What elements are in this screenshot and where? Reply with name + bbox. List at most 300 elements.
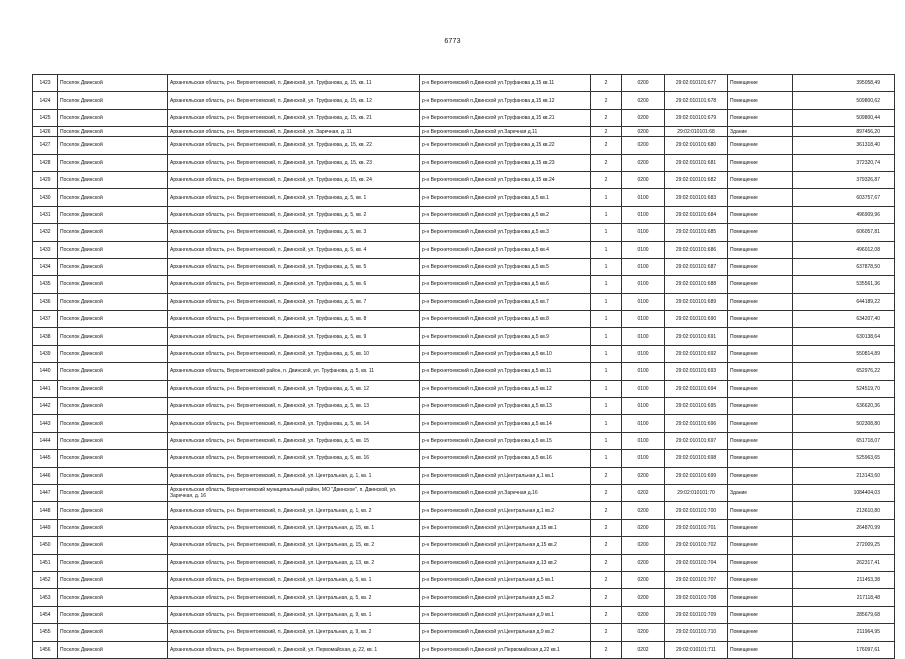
row-number: 1452 [33,571,58,588]
short-address: р-н Верхнетоемский п.Двинской ул.Центральная д.5 кв.1 [420,571,591,588]
type-code: 0200 [622,92,665,109]
cadastral-number: 29:02:010101:686 [665,241,728,258]
short-address: р-н Верхнетоемский п.Двинской ул.Труфанова д.15 кв.22 [420,137,591,154]
settlement-name: Поселок Двинской [58,92,168,109]
cadastral-value: 525963,65 [793,450,895,467]
cadastral-value: 634207,40 [793,311,895,328]
short-address: р-н Верхнетоемский п.Двинской ул.Труфанова д.5 кв.9 [420,328,591,345]
object-type: Здание [728,127,793,137]
short-address: р-н Верхнетоемский п.Двинской ул.Труфанова д.15 кв.11 [420,75,591,92]
object-type: Помещение [728,241,793,258]
full-address: Архангельская область, р-н. Верхнетоемский, п. Двинской, ул. Труфанова, д. 5, кв. 5 [168,258,420,275]
object-type: Помещение [728,363,793,380]
type-code: 0200 [622,606,665,623]
group-code: 1 [591,363,622,380]
full-address: Архангельская область, р-н. Верхнетоемский, п. Двинской, ул. Центральная, д. 15, кв. 1 [168,519,420,536]
type-code: 0100 [622,415,665,432]
object-type: Помещение [728,554,793,571]
settlement-name: Поселок Двинской [58,311,168,328]
group-code: 1 [591,189,622,206]
full-address: Архангельская область, р-н. Верхнетоемский, п. Двинской, ул. Центральная, д. 15, кв. 2 [168,537,420,554]
object-type: Помещение [728,189,793,206]
type-code: 0100 [622,276,665,293]
settlement-name: Поселок Двинской [58,432,168,449]
settlement-name: Поселок Двинской [58,537,168,554]
settlement-name: Поселок Двинской [58,206,168,223]
full-address: Архангельская область, р-н. Верхнетоемский, п. Двинской, ул. Труфанова, д. 5, кв. 6 [168,276,420,293]
table-row [33,311,895,328]
cadastral-number: 29:02:010101:692 [665,345,728,362]
short-address: р-н Верхнетоемский п.Двинской ул.Центральная д.1 кв.2 [420,502,591,519]
group-code: 1 [591,398,622,415]
group-code: 2 [591,92,622,109]
settlement-name: Поселок Двинской [58,258,168,275]
short-address: р-н Верхнетоемский п.Двинской ул.Труфанова д.5 кв.12 [420,380,591,397]
settlement-name: Поселок Двинской [58,641,168,658]
cadastral-value: 176097,61 [793,641,895,658]
object-type: Помещение [728,92,793,109]
short-address: р-н Верхнетоемский п.Двинской ул.Центральная д.15 кв.1 [420,519,591,536]
cadastral-number: 29:02:010101:677 [665,75,728,92]
cadastral-number: 29:02:010101:689 [665,293,728,310]
full-address: Архангельская область, р-н. Верхнетоемский, п. Двинской, ул. Центральная, д. 1, кв. 1 [168,467,420,484]
type-code: 0200 [622,502,665,519]
cadastral-number: 29:02:010101:691 [665,328,728,345]
cadastral-value: 535561,36 [793,276,895,293]
object-type: Помещение [728,641,793,658]
short-address: р-н Верхнетоемский п.Двинской ул.Труфанова д.5 кв.11 [420,363,591,380]
object-type: Помещение [728,109,793,126]
type-code: 0200 [622,589,665,606]
type-code: 0200 [622,554,665,571]
group-code: 2 [591,537,622,554]
row-number: 1431 [33,206,58,223]
row-number: 1428 [33,154,58,171]
settlement-name: Поселок Двинской [58,398,168,415]
settlement-name: Поселок Двинской [58,109,168,126]
settlement-name: Поселок Двинской [58,502,168,519]
short-address: р-н Верхнетоемский п.Двинской ул.Труфанова д.5 кв.10 [420,345,591,362]
group-code: 1 [591,311,622,328]
short-address: р-н Верхнетоемский п.Двинской ул.Труфанова д.15 кв.24 [420,171,591,188]
registry-table-body [33,75,895,659]
type-code: 0100 [622,258,665,275]
cadastral-value: 897456,20 [793,127,895,137]
group-code: 1 [591,258,622,275]
settlement-name: Поселок Двинской [58,75,168,92]
table-row [33,92,895,109]
object-type: Помещение [728,519,793,536]
full-address: Архангельская область, Верхнетоемский район, п. Двинской, ул. Труфанова, д. 5, кв. 11 [168,363,420,380]
cadastral-number: 29:02:010101:700 [665,502,728,519]
cadastral-value: 211964,95 [793,624,895,641]
object-type: Помещение [728,606,793,623]
object-type: Помещение [728,571,793,588]
type-code: 0200 [622,519,665,536]
object-type: Помещение [728,293,793,310]
group-code: 2 [591,641,622,658]
table-row [33,328,895,345]
table-row [33,276,895,293]
cadastral-value: 636620,36 [793,398,895,415]
cadastral-value: 603757,67 [793,189,895,206]
object-type: Помещение [728,171,793,188]
settlement-name: Поселок Двинской [58,137,168,154]
type-code: 0100 [622,311,665,328]
settlement-name: Поселок Двинской [58,224,168,241]
row-number: 1454 [33,606,58,623]
cadastral-value: 496012,08 [793,241,895,258]
full-address: Архангельская область, р-н. Верхнетоемский, п. Двинской, ул. Труфанова, д. 5, кв. 2 [168,206,420,223]
cadastral-number: 29:02:010101:681 [665,154,728,171]
type-code: 0200 [622,171,665,188]
full-address: Архангельская область, р-н. Верхнетоемский, п. Двинской, ул. Труфанова, д. 5, кв. 4 [168,241,420,258]
group-code: 1 [591,206,622,223]
table-row [33,189,895,206]
cadastral-number: 29:02:010101:710 [665,624,728,641]
settlement-name: Поселок Двинской [58,571,168,588]
cadastral-value: 630138,64 [793,328,895,345]
type-code: 0100 [622,363,665,380]
cadastral-value: 379326,87 [793,171,895,188]
cadastral-number: 29:02:010101:694 [665,380,728,397]
type-code: 0200 [622,154,665,171]
table-row [33,467,895,484]
cadastral-number: 29:02:010101:699 [665,467,728,484]
settlement-name: Поселок Двинской [58,589,168,606]
short-address: р-н Верхнетоемский п.Двинской ул.Труфанова д.5 кв.3 [420,224,591,241]
table-row [33,258,895,275]
full-address: Архангельская область, р-н. Верхнетоемский, п. Двинской, ул. Труфанова, д. 5, кв. 16 [168,450,420,467]
row-number: 1441 [33,380,58,397]
group-code: 2 [591,519,622,536]
object-type: Помещение [728,450,793,467]
row-number: 1456 [33,641,58,658]
object-type: Помещение [728,224,793,241]
table-row [33,398,895,415]
cadastral-value: 395058,49 [793,75,895,92]
table-row [33,537,895,554]
cadastral-value: 372320,74 [793,154,895,171]
settlement-name: Поселок Двинской [58,554,168,571]
object-type: Помещение [728,75,793,92]
cadastral-number: 29:02:010101:709 [665,606,728,623]
type-code: 0200 [622,109,665,126]
cadastral-number: 29:02:010101:693 [665,363,728,380]
table-row [33,606,895,623]
table-row [33,293,895,310]
row-number: 1447 [33,484,58,501]
cadastral-number: 29:02:010101:684 [665,206,728,223]
full-address: Архангельская область, р-н. Верхнетоемский, п. Двинской, ул. Центральная, д. 9, кв. 1 [168,606,420,623]
type-code: 0100 [622,450,665,467]
cadastral-number: 29:02:010101:678 [665,92,728,109]
cadastral-value: 262317,41 [793,554,895,571]
group-code: 2 [591,589,622,606]
row-number: 1442 [33,398,58,415]
row-number: 1448 [33,502,58,519]
cadastral-value: 524519,70 [793,380,895,397]
cadastral-number: 29:02:010101:697 [665,432,728,449]
settlement-name: Поселок Двинской [58,415,168,432]
group-code: 1 [591,345,622,362]
cadastral-number: 29:02:010101:685 [665,224,728,241]
row-number: 1424 [33,92,58,109]
short-address: р-н Верхнетоемский п.Двинской ул.Труфанова д.5 кв.5 [420,258,591,275]
type-code: 0100 [622,206,665,223]
settlement-name: Поселок Двинской [58,484,168,501]
cadastral-number: 29:02:010101:695 [665,398,728,415]
short-address: р-н Верхнетоемский п.Двинской ул.Труфанова д.15 кв.12 [420,92,591,109]
cadastral-number: 29:02:010101:682 [665,171,728,188]
short-address: р-н Верхнетоемский п.Двинской ул.Труфанова д.5 кв.8 [420,311,591,328]
cadastral-number: 29:02:010101:68 [665,127,728,137]
short-address: р-н Верхнетоемский п.Двинской ул.Центральная д.5 кв.2 [420,589,591,606]
object-type: Помещение [728,380,793,397]
cadastral-value: 285679,68 [793,606,895,623]
object-type: Помещение [728,467,793,484]
full-address: Архангельская область, р-н. Верхнетоемский, п. Двинской, ул. Труфанова, д. 5, кв. 14 [168,415,420,432]
settlement-name: Поселок Двинской [58,171,168,188]
object-type: Помещение [728,311,793,328]
settlement-name: Поселок Двинской [58,380,168,397]
group-code: 2 [591,467,622,484]
full-address: Архангельская область, р-н. Верхнетоемский, п. Двинской, ул. Труфанова, д. 15, кв. 11 [168,75,420,92]
object-type: Помещение [728,432,793,449]
type-code: 0100 [622,189,665,206]
short-address: р-н Верхнетоемский п.Двинской ул.Центральная д.1 кв.1 [420,467,591,484]
row-number: 1443 [33,415,58,432]
row-number: 1445 [33,450,58,467]
settlement-name: Поселок Двинской [58,450,168,467]
cadastral-number: 29:02:010101:683 [665,189,728,206]
row-number: 1438 [33,328,58,345]
settlement-name: Поселок Двинской [58,276,168,293]
group-code: 2 [591,109,622,126]
cadastral-value: 550814,89 [793,345,895,362]
short-address: р-н Верхнетоемский п.Двинской ул.Заречная д.11 [420,127,591,137]
full-address: Архангельская область, р-н. Верхнетоемский, п. Двинской, ул. Центральная, д. 13, кв. 2 [168,554,420,571]
short-address: р-н Верхнетоемский п.Двинской ул.Центральная д.15 кв.2 [420,537,591,554]
type-code: 0200 [622,537,665,554]
row-number: 1446 [33,467,58,484]
group-code: 2 [591,624,622,641]
row-number: 1423 [33,75,58,92]
row-number: 1453 [33,589,58,606]
full-address: Архангельская область, Верхнетоемский муниципальный район, МО "Двинское", п. Двинской, ул. Заречная, д. 16 [168,484,420,501]
short-address: р-н Верхнетоемский п.Двинской ул.Заречная д.16 [420,484,591,501]
full-address: Архангельская область, р-н. Верхнетоемский, п. Двинской, ул. Труфанова, д. 5, кв. 15 [168,432,420,449]
type-code: 0100 [622,432,665,449]
object-type: Помещение [728,276,793,293]
short-address: р-н Верхнетоемский п.Двинской ул.Труфанова д.5 кв.1 [420,189,591,206]
cadastral-number: 29:02:010101:704 [665,554,728,571]
table-row [33,137,895,154]
short-address: р-н Верхнетоемский п.Двинской ул.Труфанова д.5 кв.4 [420,241,591,258]
type-code: 0202 [622,484,665,501]
table-row [33,75,895,92]
type-code: 0100 [622,380,665,397]
cadastral-value: 217118,48 [793,589,895,606]
short-address: р-н Верхнетоемский п.Двинской ул.Центральная д.9 кв.2 [420,624,591,641]
full-address: Архангельская область, р-н. Верхнетоемский, п. Двинской, ул. Труфанова, д. 5, кв. 8 [168,311,420,328]
row-number: 1444 [33,432,58,449]
cadastral-value: 637878,50 [793,258,895,275]
group-code: 2 [591,554,622,571]
group-code: 1 [591,224,622,241]
type-code: 0200 [622,127,665,137]
table-row [33,554,895,571]
row-number: 1429 [33,171,58,188]
object-type: Помещение [728,415,793,432]
type-code: 0202 [622,641,665,658]
table-row [33,154,895,171]
cadastral-value: 211453,38 [793,571,895,588]
group-code: 1 [591,328,622,345]
row-number: 1455 [33,624,58,641]
group-code: 2 [591,75,622,92]
group-code: 1 [591,276,622,293]
object-type: Помещение [728,154,793,171]
settlement-name: Поселок Двинской [58,328,168,345]
group-code: 2 [591,154,622,171]
full-address: Архангельская область, р-н. Верхнетоемский, п. Двинской, ул. Центральная, д. 1, кв. 2 [168,502,420,519]
settlement-name: Поселок Двинской [58,127,168,137]
cadastral-number: 29:02:010101:690 [665,311,728,328]
row-number: 1436 [33,293,58,310]
full-address: Архангельская область, р-н. Верхнетоемский, п. Двинской, ул. Труфанова, д. 5, кв. 13 [168,398,420,415]
row-number: 1427 [33,137,58,154]
full-address: Архангельская область, р-н. Верхнетоемский, п. Двинской, ул. Труфанова, д. 5, кв. 1 [168,189,420,206]
cadastral-value: 652976,22 [793,363,895,380]
type-code: 0100 [622,293,665,310]
row-number: 1449 [33,519,58,536]
object-type: Помещение [728,328,793,345]
type-code: 0100 [622,398,665,415]
settlement-name: Поселок Двинской [58,241,168,258]
short-address: р-н Верхнетоемский п.Двинской ул.Труфанова д.5 кв.7 [420,293,591,310]
table-row [33,641,895,658]
full-address: Архангельская область, р-н. Верхнетоемский, п. Двинской, ул. Труфанова, д. 5, кв. 7 [168,293,420,310]
full-address: Архангельская область, р-н. Верхнетоемский, п. Двинской, ул. Труфанова, д. 15, кв. 21 [168,109,420,126]
cadastral-value: 1084404,03 [793,484,895,501]
settlement-name: Поселок Двинской [58,345,168,362]
table-row [33,589,895,606]
cadastral-number: 29:02:010101:687 [665,258,728,275]
object-type: Помещение [728,502,793,519]
table-row [33,171,895,188]
short-address: р-н Верхнетоемский п.Двинской ул.Труфанова д.15 кв.21 [420,109,591,126]
full-address: Архангельская область, р-н. Верхнетоемский, п. Двинской, ул. Центральная, д. 5, кв. 1 [168,571,420,588]
short-address: р-н Верхнетоемский п.Двинской ул.Центральная д.13 кв.2 [420,554,591,571]
settlement-name: Поселок Двинской [58,624,168,641]
cadastral-value: 509800,44 [793,109,895,126]
table-row [33,380,895,397]
full-address: Архангельская область, р-н. Верхнетоемский, п. Двинской, ул. Центральная, д. 9, кв. 2 [168,624,420,641]
full-address: Архангельская область, р-н. Верхнетоемский, п. Двинской, ул. Труфанова, д. 5, кв. 10 [168,345,420,362]
cadastral-number: 29:02:010101:701 [665,519,728,536]
cadastral-value: 502308,80 [793,415,895,432]
table-row [33,519,895,536]
page-number: 6773 [444,38,461,45]
full-address: Архангельская область, р-н. Верхнетоемский, п. Двинской, ул. Труфанова, д. 5, кв. 12 [168,380,420,397]
cadastral-number: 29:02:010101:70 [665,484,728,501]
group-code: 2 [591,606,622,623]
table-row [33,571,895,588]
cadastral-number: 29:02:010101:711 [665,641,728,658]
cadastral-number: 29:02:010101:698 [665,450,728,467]
table-row [33,432,895,449]
cadastral-number: 29:02:010101:708 [665,589,728,606]
type-code: 0100 [622,328,665,345]
cadastral-number: 29:02:010101:707 [665,571,728,588]
group-code: 2 [591,484,622,501]
type-code: 0200 [622,75,665,92]
type-code: 0100 [622,241,665,258]
cadastral-value: 496909,96 [793,206,895,223]
group-code: 1 [591,380,622,397]
object-type: Помещение [728,537,793,554]
cadastral-value: 272009,25 [793,537,895,554]
group-code: 2 [591,127,622,137]
full-address: Архангельская область, р-н. Верхнетоемский, п. Двинской, ул. Труфанова, д. 15, кв. 12 [168,92,420,109]
cadastral-value: 264870,99 [793,519,895,536]
full-address: Архангельская область, р-н. Верхнетоемский, п. Двинской, ул. Труфанова, д. 15, кв. 23 [168,154,420,171]
table-row [33,224,895,241]
object-type: Помещение [728,398,793,415]
full-address: Архангельская область, р-н. Верхнетоемский, п. Двинской, ул. Заречная, д. 11 [168,127,420,137]
settlement-name: Поселок Двинской [58,154,168,171]
table-row [33,127,895,137]
registry-table [32,74,895,659]
row-number: 1435 [33,276,58,293]
cadastral-number: 29:02:010101:679 [665,109,728,126]
table-row [33,206,895,223]
object-type: Помещение [728,258,793,275]
table-row [33,484,895,501]
row-number: 1425 [33,109,58,126]
table-row [33,109,895,126]
row-number: 1450 [33,537,58,554]
type-code: 0200 [622,137,665,154]
short-address: р-н Верхнетоемский п.Двинской ул.Труфанова д.5 кв.13 [420,398,591,415]
cadastral-value: 651718,07 [793,432,895,449]
type-code: 0200 [622,571,665,588]
row-number: 1440 [33,363,58,380]
short-address: р-н Верхнетоемский п.Двинской ул.Труфанова д.5 кв.16 [420,450,591,467]
full-address: Архангельская область, р-н. Верхнетоемский, п. Двинской, ул. Труфанова, д. 5, кв. 3 [168,224,420,241]
group-code: 1 [591,450,622,467]
full-address: Архангельская область, р-н. Верхнетоемский, п. Двинской, ул. Труфанова, д. 5, кв. 9 [168,328,420,345]
object-type: Помещение [728,589,793,606]
row-number: 1426 [33,127,58,137]
table-row [33,450,895,467]
cadastral-value: 361318,40 [793,137,895,154]
short-address: р-н Верхнетоемский п.Двинской ул.Труфанова д.5 кв.6 [420,276,591,293]
object-type: Помещение [728,137,793,154]
settlement-name: Поселок Двинской [58,519,168,536]
settlement-name: Поселок Двинской [58,467,168,484]
row-number: 1430 [33,189,58,206]
row-number: 1434 [33,258,58,275]
full-address: Архангельская область, р-н. Верхнетоемский, п. Двинской, ул. Труфанова, д. 15, кв. 22 [168,137,420,154]
row-number: 1439 [33,345,58,362]
short-address: р-н Верхнетоемский п.Двинской ул.Центральная д.9 кв.1 [420,606,591,623]
row-number: 1451 [33,554,58,571]
type-code: 0100 [622,345,665,362]
object-type: Здание [728,484,793,501]
group-code: 2 [591,171,622,188]
